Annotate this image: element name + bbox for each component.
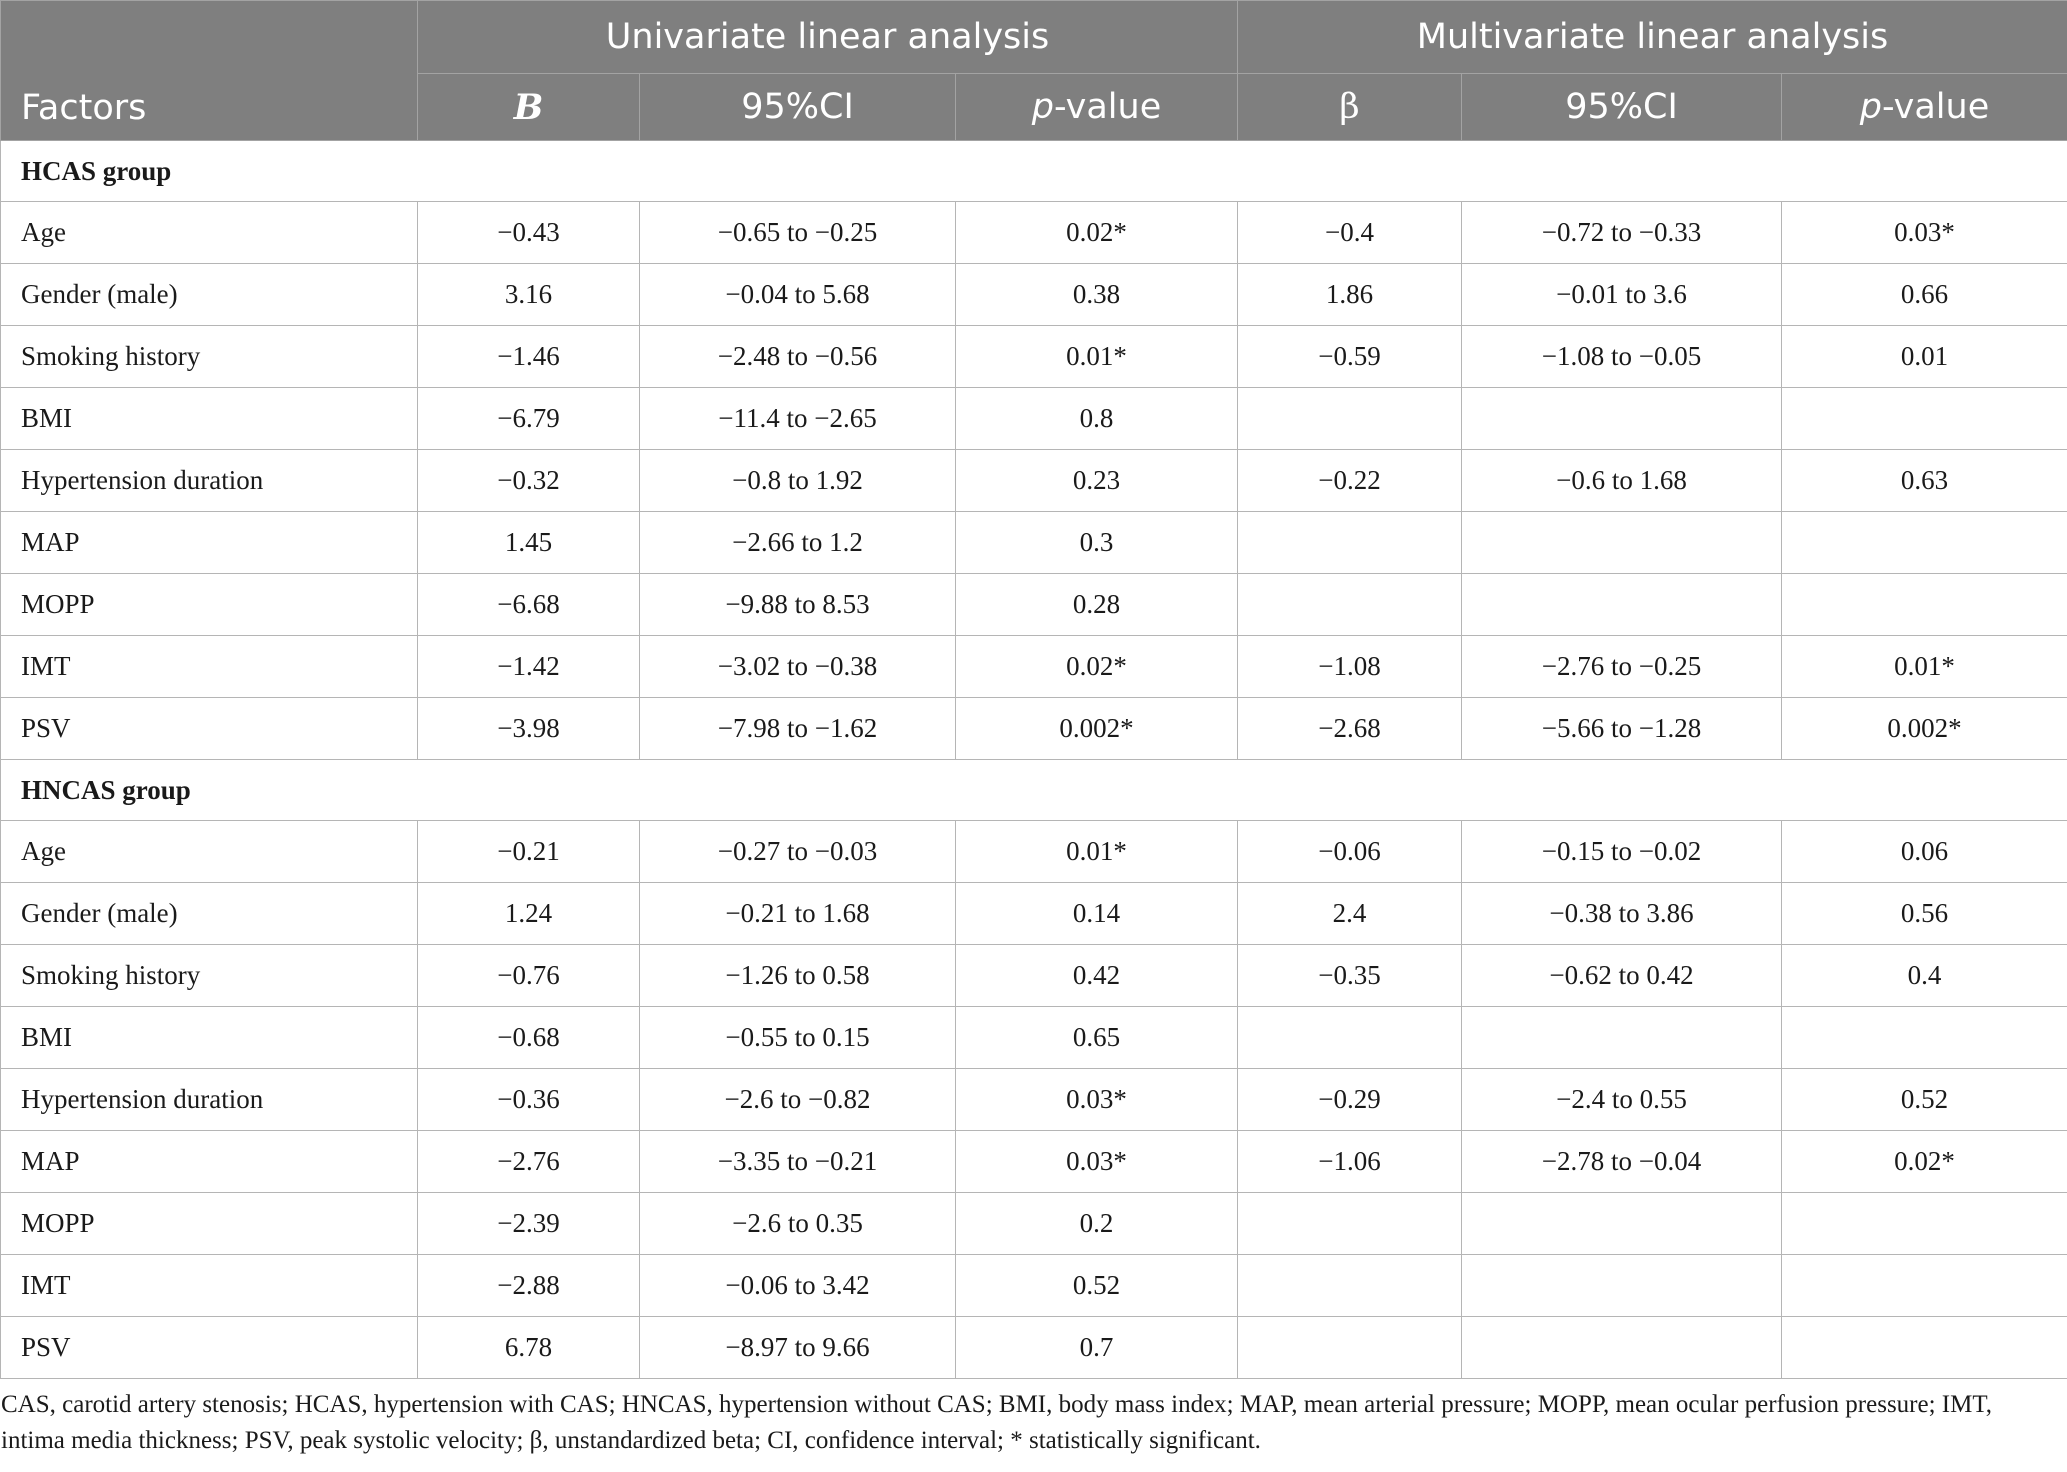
section-title: HCAS group (1, 141, 2067, 202)
ci-multivariate-cell (1462, 574, 1782, 636)
p-univariate-cell: 0.01* (956, 821, 1238, 883)
ci-univariate-cell: −0.21 to 1.68 (640, 883, 956, 945)
ci-multivariate-cell: −0.15 to −0.02 (1462, 821, 1782, 883)
beta-cell: −2.68 (1238, 698, 1462, 760)
ci-multivariate-cell: −2.78 to −0.04 (1462, 1131, 1782, 1193)
p-multivariate-cell: 0.01 (1782, 326, 2067, 388)
ci-multivariate-cell: −0.6 to 1.68 (1462, 450, 1782, 512)
header-factors: Factors (1, 1, 418, 141)
ci-univariate-cell: −8.97 to 9.66 (640, 1317, 956, 1379)
factor-cell: PSV (1, 698, 418, 760)
ci-multivariate-cell: −0.01 to 3.6 (1462, 264, 1782, 326)
ci-univariate-cell: −3.35 to −0.21 (640, 1131, 956, 1193)
beta-cell (1238, 574, 1462, 636)
beta-cell (1238, 1193, 1462, 1255)
b-cell: −0.76 (418, 945, 640, 1007)
p-multivariate-cell: 0.06 (1782, 821, 2067, 883)
table-footnote: CAS, carotid artery stenosis; HCAS, hypertension with CAS; HNCAS, hypertension without CAS; BMI, body mass index; MAP, mean arterial pressure; MOPP, mean ocular perfusion pressure; IMT, intima media thickness; PSV, peak systolic velocity; β, unstandardized beta; CI, confidence interval; * statistically significant. (1, 1391, 1993, 1454)
header-p-multivariate (1782, 74, 2067, 141)
p-multivariate-cell (1782, 512, 2067, 574)
ci-univariate-cell: −0.06 to 3.42 (640, 1255, 956, 1317)
section-row (1, 760, 2067, 821)
ci-multivariate-cell: −2.76 to −0.25 (1462, 636, 1782, 698)
ci-multivariate-cell (1462, 512, 1782, 574)
p-univariate-cell: 0.52 (956, 1255, 1238, 1317)
table-row (1, 1069, 2067, 1131)
ci-univariate-cell: −0.65 to −0.25 (640, 202, 956, 264)
factor-cell: Hypertension duration (1, 450, 418, 512)
p-multivariate-cell (1782, 388, 2067, 450)
table-row (1, 388, 2067, 450)
section-row (1, 141, 2067, 202)
ci-univariate-cell: −11.4 to −2.65 (640, 388, 956, 450)
p-multivariate-cell: 0.56 (1782, 883, 2067, 945)
ci-univariate-cell: −0.04 to 5.68 (640, 264, 956, 326)
header-p-univariate-italic: p (1031, 87, 1054, 127)
factor-cell: Gender (male) (1, 883, 418, 945)
table-row (1, 1255, 2067, 1317)
factor-cell: PSV (1, 1317, 418, 1379)
ci-univariate-cell: −1.26 to 0.58 (640, 945, 956, 1007)
b-cell: −6.79 (418, 388, 640, 450)
p-univariate-cell: 0.14 (956, 883, 1238, 945)
table-row (1, 512, 2067, 574)
factor-cell: MOPP (1, 574, 418, 636)
ci-univariate-cell: −2.6 to 0.35 (640, 1193, 956, 1255)
ci-multivariate-cell: −5.66 to −1.28 (1462, 698, 1782, 760)
ci-multivariate-cell: −1.08 to −0.05 (1462, 326, 1782, 388)
ci-multivariate-cell: −2.4 to 0.55 (1462, 1069, 1782, 1131)
factor-cell: Gender (male) (1, 264, 418, 326)
factor-cell: Hypertension duration (1, 1069, 418, 1131)
beta-cell: −0.4 (1238, 202, 1462, 264)
header-b-label: B (513, 86, 544, 128)
p-multivariate-cell (1782, 1193, 2067, 1255)
p-multivariate-cell: 0.4 (1782, 945, 2067, 1007)
p-univariate-cell: 0.65 (956, 1007, 1238, 1069)
table-row (1, 202, 2067, 264)
b-cell: −2.88 (418, 1255, 640, 1317)
ci-multivariate-cell (1462, 1007, 1782, 1069)
beta-cell (1238, 1317, 1462, 1379)
beta-cell: −0.35 (1238, 945, 1462, 1007)
beta-cell: −1.06 (1238, 1131, 1462, 1193)
b-cell: −3.98 (418, 698, 640, 760)
p-univariate-cell: 0.03* (956, 1069, 1238, 1131)
table-row (1, 883, 2067, 945)
p-multivariate-cell (1782, 1007, 2067, 1069)
factor-cell: MAP (1, 1131, 418, 1193)
table-row (1, 1193, 2067, 1255)
table-row (1, 821, 2067, 883)
ci-univariate-cell: −0.27 to −0.03 (640, 821, 956, 883)
factor-cell: BMI (1, 1007, 418, 1069)
p-univariate-cell: 0.02* (956, 202, 1238, 264)
beta-cell (1238, 1255, 1462, 1317)
ci-multivariate-cell (1462, 388, 1782, 450)
ci-univariate-cell: −9.88 to 8.53 (640, 574, 956, 636)
header-ci-univariate: 95%CI (640, 74, 956, 141)
table-row (1, 945, 2067, 1007)
p-univariate-cell: 0.7 (956, 1317, 1238, 1379)
b-cell: 3.16 (418, 264, 640, 326)
factor-cell: IMT (1, 1255, 418, 1317)
table-row (1, 264, 2067, 326)
factor-cell: Smoking history (1, 326, 418, 388)
ci-multivariate-cell (1462, 1255, 1782, 1317)
p-univariate-cell: 0.3 (956, 512, 1238, 574)
beta-cell: −0.06 (1238, 821, 1462, 883)
factor-cell: IMT (1, 636, 418, 698)
table-row (1, 1317, 2067, 1379)
b-cell: −0.68 (418, 1007, 640, 1069)
header-beta-label: β (1339, 87, 1360, 127)
p-univariate-cell: 0.2 (956, 1193, 1238, 1255)
table-header (1, 1, 2067, 141)
table-row (1, 1131, 2067, 1193)
factor-cell: Age (1, 821, 418, 883)
factor-cell: MAP (1, 512, 418, 574)
beta-cell: 2.4 (1238, 883, 1462, 945)
factor-cell: BMI (1, 388, 418, 450)
beta-cell (1238, 1007, 1462, 1069)
factor-cell: Smoking history (1, 945, 418, 1007)
b-cell: 1.45 (418, 512, 640, 574)
p-univariate-cell: 0.03* (956, 1131, 1238, 1193)
header-p-univariate-rest: -value (1053, 87, 1162, 127)
p-multivariate-cell: 0.63 (1782, 450, 2067, 512)
header-b (418, 74, 640, 141)
ci-univariate-cell: −2.66 to 1.2 (640, 512, 956, 574)
ci-univariate-cell: −0.55 to 0.15 (640, 1007, 956, 1069)
b-cell: −0.36 (418, 1069, 640, 1131)
beta-cell: −0.22 (1238, 450, 1462, 512)
p-univariate-cell: 0.38 (956, 264, 1238, 326)
header-univariate: Univariate linear analysis (418, 1, 1238, 74)
p-multivariate-cell: 0.66 (1782, 264, 2067, 326)
beta-cell: −1.08 (1238, 636, 1462, 698)
table-row (1, 698, 2067, 760)
b-cell: −6.68 (418, 574, 640, 636)
p-multivariate-cell (1782, 574, 2067, 636)
beta-cell: −0.29 (1238, 1069, 1462, 1131)
p-univariate-cell: 0.23 (956, 450, 1238, 512)
p-univariate-cell: 0.01* (956, 326, 1238, 388)
ci-univariate-cell: −0.8 to 1.92 (640, 450, 956, 512)
ci-multivariate-cell: −0.38 to 3.86 (1462, 883, 1782, 945)
header-beta (1238, 74, 1462, 141)
table-row (1, 450, 2067, 512)
b-cell: 6.78 (418, 1317, 640, 1379)
header-ci-multivariate: 95%CI (1462, 74, 1782, 141)
ci-multivariate-cell: −0.62 to 0.42 (1462, 945, 1782, 1007)
p-multivariate-cell: 0.002* (1782, 698, 2067, 760)
b-cell: −1.42 (418, 636, 640, 698)
b-cell: −2.39 (418, 1193, 640, 1255)
beta-cell: 1.86 (1238, 264, 1462, 326)
b-cell: −1.46 (418, 326, 640, 388)
table-body (1, 141, 2067, 1379)
p-univariate-cell: 0.02* (956, 636, 1238, 698)
ci-univariate-cell: −2.6 to −0.82 (640, 1069, 956, 1131)
header-p-univariate (956, 74, 1238, 141)
header-p-multivariate-italic: p (1859, 87, 1882, 127)
b-cell: −0.43 (418, 202, 640, 264)
table-row (1, 1007, 2067, 1069)
p-multivariate-cell: 0.02* (1782, 1131, 2067, 1193)
beta-cell (1238, 388, 1462, 450)
b-cell: −0.32 (418, 450, 640, 512)
b-cell: 1.24 (418, 883, 640, 945)
p-univariate-cell: 0.002* (956, 698, 1238, 760)
p-multivariate-cell: 0.52 (1782, 1069, 2067, 1131)
factor-cell: MOPP (1, 1193, 418, 1255)
ci-univariate-cell: −3.02 to −0.38 (640, 636, 956, 698)
p-multivariate-cell: 0.01* (1782, 636, 2067, 698)
b-cell: −0.21 (418, 821, 640, 883)
ci-multivariate-cell (1462, 1317, 1782, 1379)
p-univariate-cell: 0.42 (956, 945, 1238, 1007)
ci-multivariate-cell (1462, 1193, 1782, 1255)
b-cell: −2.76 (418, 1131, 640, 1193)
table-row (1, 574, 2067, 636)
p-multivariate-cell (1782, 1317, 2067, 1379)
beta-cell: −0.59 (1238, 326, 1462, 388)
section-title: HNCAS group (1, 760, 2067, 821)
beta-cell (1238, 512, 1462, 574)
table-row (1, 326, 2067, 388)
table-row (1, 636, 2067, 698)
p-multivariate-cell: 0.03* (1782, 202, 2067, 264)
p-multivariate-cell (1782, 1255, 2067, 1317)
ci-univariate-cell: −2.48 to −0.56 (640, 326, 956, 388)
factor-cell: Age (1, 202, 418, 264)
header-multivariate: Multivariate linear analysis (1238, 1, 2067, 74)
ci-multivariate-cell: −0.72 to −0.33 (1462, 202, 1782, 264)
p-univariate-cell: 0.8 (956, 388, 1238, 450)
p-univariate-cell: 0.28 (956, 574, 1238, 636)
ci-univariate-cell: −7.98 to −1.62 (640, 698, 956, 760)
header-p-multivariate-rest: -value (1881, 87, 1990, 127)
